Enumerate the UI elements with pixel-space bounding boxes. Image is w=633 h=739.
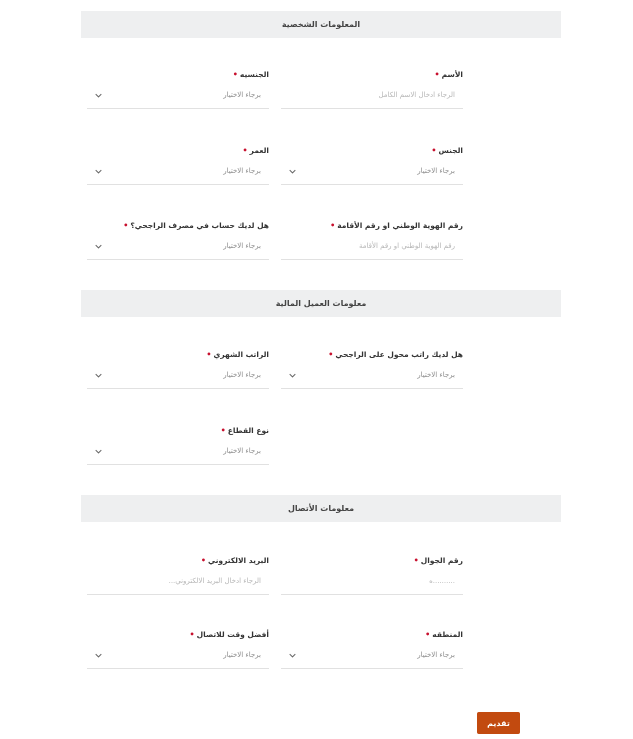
monthly-salary-select-value: برجاء الاختيار	[223, 371, 261, 379]
required-mark: •	[206, 350, 212, 359]
age-select[interactable]	[87, 158, 269, 185]
required-mark: •	[425, 630, 431, 639]
chevron-down-icon	[289, 652, 296, 659]
required-mark: •	[242, 146, 248, 155]
gender-select-value: برجاء الاختيار	[417, 167, 455, 175]
has-account-select[interactable]	[87, 233, 269, 260]
age-select-value: برجاء الاختيار	[223, 167, 261, 175]
name-input[interactable]	[281, 82, 463, 109]
section-title-personal: المعلومات الشخصية	[281, 20, 361, 29]
best-time-select-value: برجاء الاختيار	[223, 651, 261, 659]
section-title-contact: معلومات الأتصال	[287, 504, 355, 513]
chevron-down-icon	[95, 92, 102, 99]
required-mark: •	[328, 350, 334, 359]
chevron-down-icon	[95, 243, 102, 250]
required-mark: •	[220, 426, 226, 435]
required-mark: •	[123, 221, 129, 230]
field-nationality-label: الجنسيه	[239, 70, 269, 79]
best-time-select[interactable]	[87, 642, 269, 669]
required-mark: •	[232, 70, 238, 79]
field-best-time-label: أفضل وقت للاتصال	[196, 630, 269, 639]
required-mark: •	[431, 146, 437, 155]
chevron-down-icon	[289, 168, 296, 175]
national-id-input[interactable]	[281, 233, 463, 260]
has-account-select-value: برجاء الاختيار	[223, 242, 261, 250]
region-select-value: برجاء الاختيار	[417, 651, 455, 659]
chevron-down-icon	[95, 448, 102, 455]
field-monthly-salary-label: الراتب الشهري	[213, 350, 269, 359]
email-input-placeholder: الرجاء ادخال البريد الالكتروني...	[168, 577, 261, 585]
required-mark: •	[330, 221, 336, 230]
field-has-account-label: هل لديك حساب في مصرف الراجحي؟	[130, 221, 269, 230]
field-email-label: البريد الالكتروني	[208, 556, 269, 565]
region-select[interactable]	[281, 642, 463, 669]
required-mark: •	[189, 630, 195, 639]
name-input-placeholder: الرجاء ادخال الاسم الكامل	[378, 91, 455, 99]
required-mark: •	[200, 556, 206, 565]
field-name-label: الأسم	[441, 70, 463, 79]
required-mark: •	[413, 556, 419, 565]
mobile-input-placeholder: ..........ه	[429, 577, 455, 585]
salary-transfer-select-value: برجاء الاختيار	[417, 371, 455, 379]
chevron-down-icon	[95, 168, 102, 175]
salary-transfer-select[interactable]	[281, 362, 463, 389]
email-input[interactable]	[87, 568, 269, 595]
nationality-select[interactable]	[87, 82, 269, 109]
field-sector-label: نوع القطاع	[227, 426, 269, 435]
section-title-financial: معلومات العميل المالية	[275, 299, 367, 308]
nationality-select-value: برجاء الاختيار	[223, 91, 261, 99]
gender-select[interactable]	[281, 158, 463, 185]
field-age-label: العمر	[249, 146, 269, 155]
chevron-down-icon	[289, 372, 296, 379]
mobile-input[interactable]	[281, 568, 463, 595]
field-national-id-label: رقم الهوية الوطني او رقم الأقامة	[337, 221, 463, 230]
national-id-input-placeholder: رقم الهوية الوطني او رقم الأقامة	[359, 242, 455, 250]
sector-select-value: برجاء الاختيار	[223, 447, 261, 455]
submit-button[interactable]: تقديم	[477, 712, 520, 734]
monthly-salary-select[interactable]	[87, 362, 269, 389]
section-header-contact	[81, 495, 561, 522]
sector-select[interactable]	[87, 438, 269, 465]
field-mobile-label: رقم الجوال	[420, 556, 463, 565]
field-salary-transfer-label: هل لديك راتب محول على الراجحي	[335, 350, 463, 359]
chevron-down-icon	[95, 372, 102, 379]
required-mark: •	[434, 70, 440, 79]
section-header-financial	[81, 290, 561, 317]
chevron-down-icon	[95, 652, 102, 659]
field-gender-label: الجنس	[438, 146, 463, 155]
section-header-personal	[81, 11, 561, 38]
field-region-label: المنطقه	[432, 630, 463, 639]
